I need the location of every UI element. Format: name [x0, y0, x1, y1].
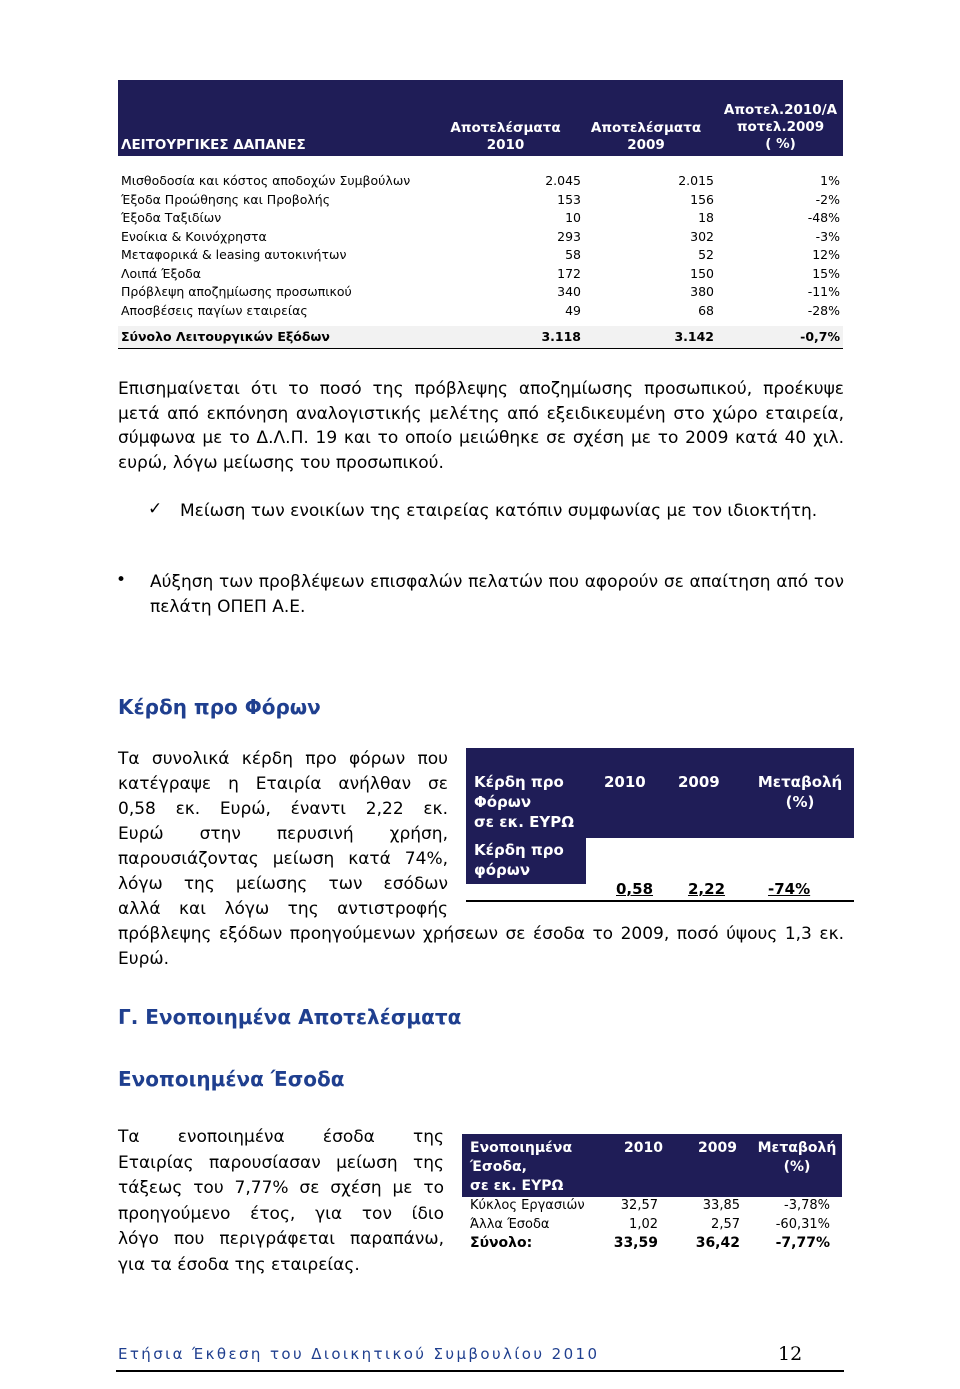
col-2010-header: Αποτελέσματα 2010	[450, 120, 561, 153]
table-row: Έξοδα Ταξιδίων 10 18 -48%	[121, 210, 840, 225]
consolidated-revenue-table	[462, 1134, 842, 1256]
revenue-text-block: Τα ενοποιημένα έσοδα της Εταιρίας παρουσίασαν μείωση της τάξεως του 7,77% σε σχέση με το προηγούμενο έτος, για τον ίδιο λόγο που περιγράφεται παραπάνω, για τα έσοδα της εταιρείας.	[118, 1127, 444, 1275]
profit-text-continued: πρόβλεψης εξόδων προηγούμενων χρήσεων σε έσοδα το 2009, ποσό ύψους 1,3 εκ. Ευρώ.	[118, 924, 844, 969]
table-row: Μεταφορικά & leasing αυτοκινήτων 58 52 12%	[121, 247, 840, 262]
expenses-table-header	[118, 80, 843, 156]
bullet-rent-reduction: Μείωση των ενοικίων της εταιρείας κατόπιν συμφωνίας με τον ιδιοκτήτη.	[180, 501, 818, 521]
profit-before-tax-heading: Κέρδη προ Φόρων	[118, 695, 321, 719]
table-row: Μισθοδοσία και κόστος αποδοχών Συμβούλων 2.045 2.015 1%	[121, 173, 840, 188]
table-row: Πρόβλεψη αποζημίωσης προσωπικού 340 380 -11%	[121, 284, 840, 299]
operating-expenses-table	[118, 80, 843, 349]
footer-rule	[116, 1370, 844, 1372]
expenses-title: ΛΕΙΤΟΥΡΓΙΚΕΣ ΔΑΠΑΝΕΣ	[121, 137, 306, 153]
table-bottom-rule	[466, 900, 854, 902]
profit-2009-value: 2,22	[688, 880, 726, 898]
profit-2010-value: 0,58	[616, 880, 654, 898]
bullet-bad-debt-provisions: Αύξηση των προβλέψεων επισφαλών πελατών που αφορούν σε απαίτηση από τον πελάτη ΟΠΕΠ Α.Ε.	[150, 572, 844, 617]
col-change-header: Αποτελ.2010/Α ποτελ.2009 ( %)	[723, 102, 838, 152]
consolidated-revenue-heading: Ενοποιημένα Έσοδα	[118, 1067, 345, 1091]
page-number: 12	[778, 1343, 803, 1365]
table-row: Ενοίκια & Κοινόχρηστα 293 302 -3%	[121, 228, 840, 244]
table-row: Έξοδα Προώθησης και Προβολής 153 156 -2%	[121, 191, 840, 207]
expenses-total-row: Σύνολο Λειτουργικών Εξόδων 3.118 3.142 -0,7%	[118, 326, 843, 349]
col-2009-header: Αποτελέσματα 2009	[590, 120, 702, 153]
table-row: Άλλα Έσοδα 1,02 2,57 -60,31%	[470, 1217, 830, 1232]
profit-before-tax-table	[466, 748, 854, 902]
profit-table-header: Κέρδη προ Φόρων σε εκ. ΕΥΡΩ 2010 2009 Μεταβολή (%)	[466, 748, 854, 838]
revenue-table-header: Ενοποιημένα Έσοδα, σε εκ. ΕΥΡΩ 2010 2009 Μεταβολή (%)	[462, 1134, 842, 1197]
table-row: Αποσβέσεις παγίων εταιρείας 49 68 -28%	[121, 302, 840, 318]
provision-note-paragraph: Επισημαίνεται ότι το ποσό της πρόβλεψης αποζημίωσης προσωπικού, προέκυψε μετά από εκπόνηση αναλογιστικής μελέτης από εξειδικευμένη στο χώρο εταιρεία, σύμφωνα με το Δ.Λ.Π. 19 και το οποίο μειώθηκε σε σχέση με το 2009 κατά 40 χιλ. ευρώ, λόγω μείωσης του προσωπικού.	[118, 379, 844, 473]
footer-title: Ετήσια Έκθεση του Διοικητικού Συμβουλίου 2010	[118, 1345, 600, 1363]
table-row: Λοιπά Έξοδα 172 150 15%	[121, 265, 840, 281]
profit-text-block: Τα συνολικά κέρδη προ φόρων που κατέγραψε η Εταιρία ανήλθαν σε 0,58 εκ. Ευρώ, έναντι 2,22 εκ. Ευρώ στην περυσινή χρήση, παρουσιάζοντας μείωση κατά 74%, λόγω της μείωσης των εσόδων αλλά και λόγω της αντιστροφής	[118, 749, 448, 919]
profit-row-label-cell: Κέρδη προ φόρων	[466, 838, 586, 884]
consolidated-results-heading: Γ. Ενοποιημένα Αποτελέσματα	[118, 1005, 462, 1029]
bullet-dot-icon: •	[116, 570, 127, 590]
profit-change-value: -74%	[768, 880, 811, 898]
check-icon: ✓	[148, 499, 163, 519]
table-row: Κύκλος Εργασιών 32,57 33,85 -3,78%	[470, 1198, 830, 1213]
revenue-total-row: Σύνολο: 33,59 36,42 -7,77%	[470, 1235, 830, 1251]
